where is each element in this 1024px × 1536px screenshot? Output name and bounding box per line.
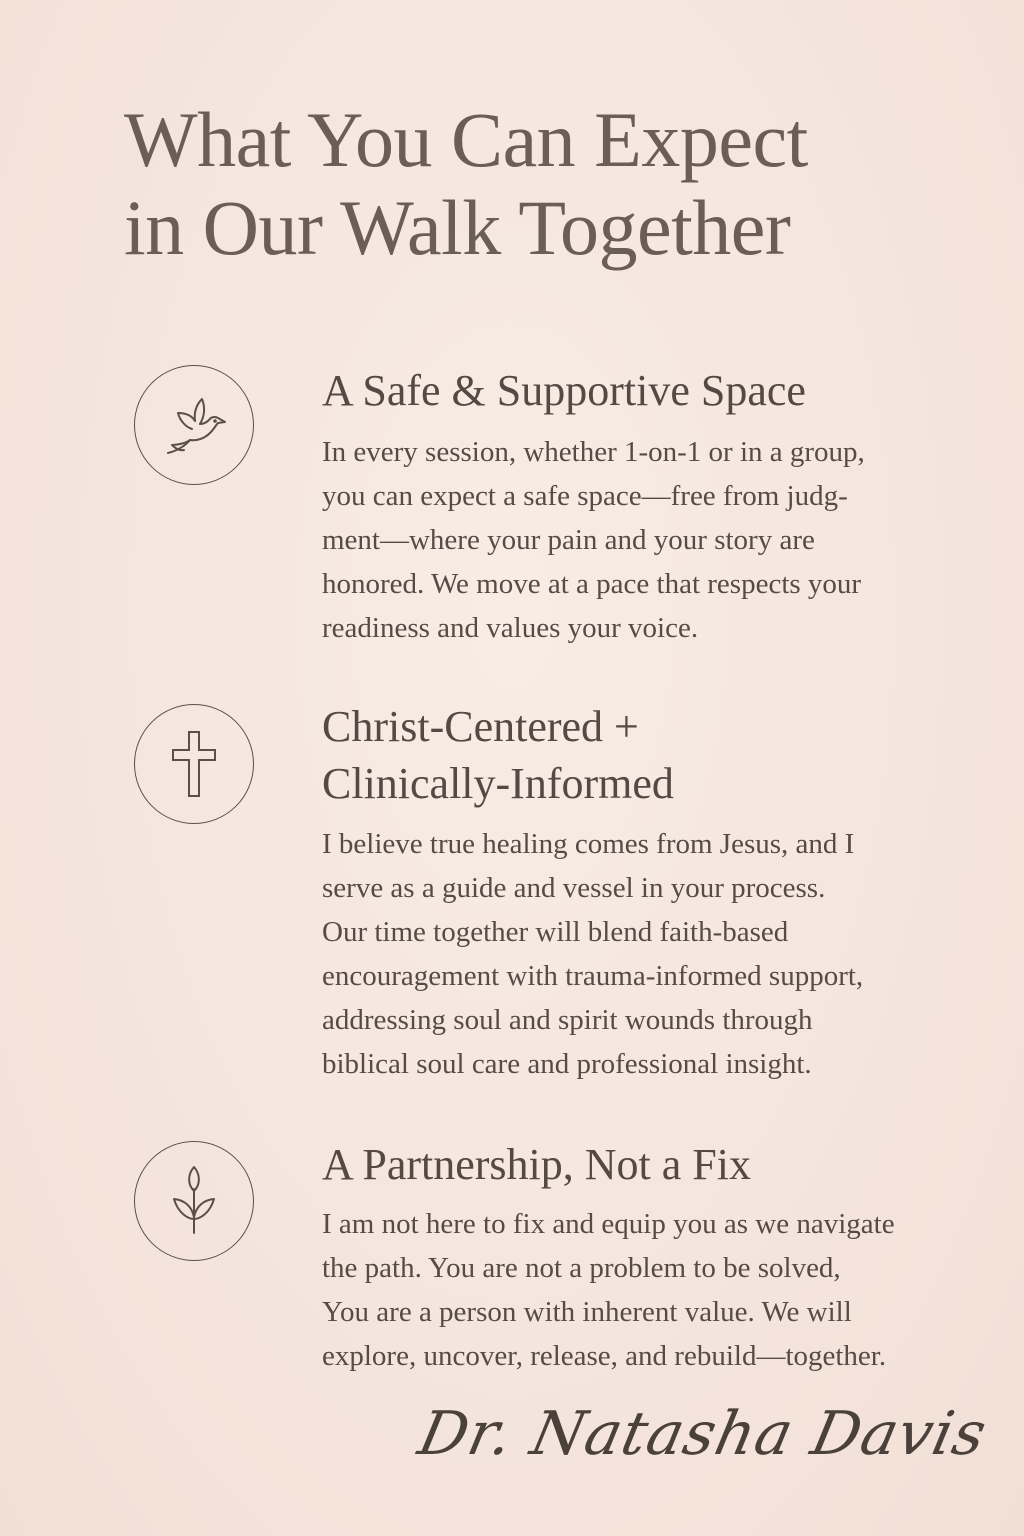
cross-icon — [134, 704, 254, 824]
body-line: the path. You are not a problem to be solved, — [322, 1252, 841, 1284]
section-title-line: Christ-Centered + — [322, 702, 639, 751]
sprout-icon — [134, 1141, 254, 1261]
body-line: honored. We move at a pace that respects your — [322, 568, 862, 600]
section-title — [322, 1136, 982, 1193]
page-title-line-2: in Our Walk Together — [124, 184, 791, 271]
body-line: ment—where your pain and your story are — [322, 524, 815, 556]
section-title-line: Clinically-Informed — [322, 759, 674, 808]
body-line: encouragement with trauma-informed support, — [322, 960, 864, 992]
body-line: explore, uncover, release, and rebuild—together. — [322, 1340, 887, 1372]
section-title — [322, 362, 982, 419]
signature: Dr. Natasha Davis — [413, 1399, 994, 1469]
page-title — [124, 96, 944, 272]
dove-icon — [134, 365, 254, 485]
section-body — [322, 822, 972, 1086]
body-line: I am not here to fix and equip you as we navigate — [322, 1208, 895, 1240]
body-line: In every session, whether 1-on-1 or in a group, — [322, 436, 865, 468]
body-line: I believe true healing comes from Jesus, and I — [322, 828, 855, 860]
section-body — [322, 430, 972, 650]
section-title-line: A Safe & Supportive Space — [322, 366, 806, 415]
body-line: you can expect a safe space—free from judg- — [322, 480, 848, 512]
section-title — [322, 698, 982, 812]
body-line: biblical soul care and professional insight. — [322, 1048, 812, 1080]
page-title-line-1: What You Can Expect — [124, 96, 808, 183]
body-line: You are a person with inherent value. We will — [322, 1296, 852, 1328]
body-line: Our time together will blend faith-based — [322, 916, 789, 948]
body-line: addressing soul and spirit wounds through — [322, 1004, 813, 1036]
body-line: serve as a guide and vessel in your process. — [322, 872, 826, 904]
section-body — [322, 1202, 972, 1378]
section-title-line: A Partnership, Not a Fix — [322, 1140, 751, 1189]
body-line: readiness and values your voice. — [322, 612, 699, 644]
